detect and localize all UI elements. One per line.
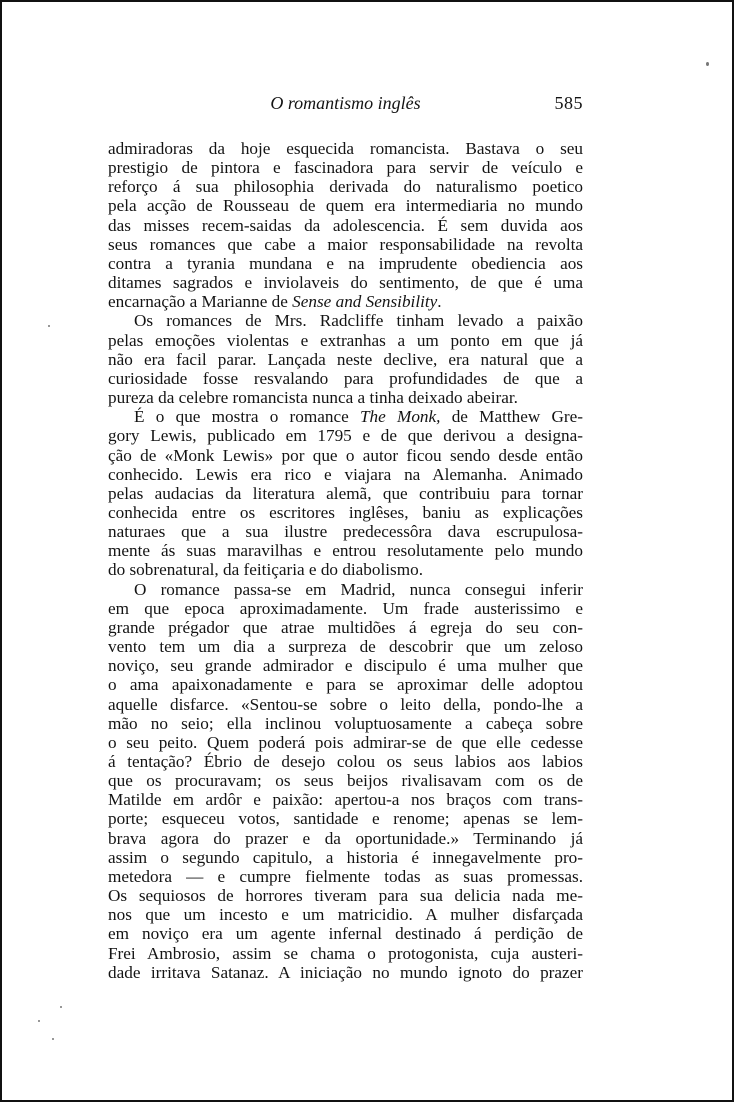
paper-speck — [48, 325, 50, 327]
text-line: pela acção de Rousseau de quem era intermediaria no mundo — [108, 196, 583, 216]
paper-speck — [38, 1020, 40, 1022]
text-line — [108, 407, 583, 426]
text-line: que os procuravam; os seus beijos rivalisavam com os de — [108, 771, 583, 791]
italic-title: Sense and Sensibility — [292, 292, 438, 312]
text-line: das misses recem-saidas da adolescencia. É sem duvida aos — [108, 215, 583, 235]
text-segment: . — [437, 292, 442, 312]
text-line: pureza da celebre romancista nunca a tinha deixado abeirar. — [108, 388, 518, 408]
text-line: prestigio de pintora e fascinadora para servir de veículo e — [108, 158, 583, 178]
text-line: brava agora do prazer e da oportunidade.» Terminando já — [108, 828, 583, 848]
text-line: gory Lewis, publicado em 1795 e de que derivou a designa- — [108, 426, 583, 446]
text-line: não era facil parar. Lançada neste declive, era natural que a — [108, 349, 583, 369]
italic-title: The Monk, — [359, 407, 441, 427]
paper-speck — [52, 1038, 54, 1040]
paper-speck — [706, 62, 709, 66]
text-line: o seu peito. Quem poderá pois admirar-se de que elle cedesse — [108, 732, 583, 752]
text-line: conhecido. Lewis era rico e viajara na Alemanha. Animado — [108, 464, 583, 484]
text-line: vento tem um dia a surpreza de descobrir que um zeloso — [108, 637, 583, 657]
text-body — [108, 139, 583, 982]
text-line: porte; esqueceu votos, santidade e renome; apenas se lem- — [108, 809, 583, 829]
text-line: aquelle disfarce. «Sentou-se sobre o leito della, pondo-lhe a — [108, 694, 583, 714]
text-line: Matilde em ardôr e paixão: apertou-a nos braços com trans- — [108, 790, 583, 810]
paper-speck — [60, 1006, 62, 1008]
text-line: pelas audacias da literatura alemã, que contribuiu para tornar — [108, 483, 583, 503]
text-line: contra a tyrania mundana e na imprudente obediencia aos — [108, 253, 583, 273]
text-line: mente ás suas maravilhas e entrou resolutamente pelo mundo — [108, 541, 583, 561]
text-line: curiosidade fosse resvalando para profundidades de que a — [108, 368, 583, 388]
text-line: grande prégador que atrae multidões á egreja do seu con- — [108, 617, 583, 637]
text-line: dade irritava Satanaz. A iniciação no mundo ignoto do prazer — [108, 962, 583, 982]
running-head — [108, 93, 583, 117]
text-line: nos que um incesto e um matricidio. A mulher disfarçada — [108, 905, 583, 925]
text-line: Os sequiosos de horrores tiveram para sua delicia nada me- — [108, 886, 583, 906]
text-line: Frei Ambrosio, assim se chama o protogonista, cuja austeri- — [108, 943, 583, 963]
text-line: ditames sagrados e inviolaveis do sentimento, de que é uma — [108, 273, 583, 293]
text-line: ção de «Monk Lewis» por que o autor ficou sendo desde então — [108, 445, 583, 465]
text-line: admiradoras da hoje esquecida romancista. Bastava o seu — [108, 139, 583, 158]
text-line: á tentação? Ébrio de desejo colou os seus labios aos labios — [108, 752, 583, 771]
text-line: o ama apaixonadamente e para se aproximar delle adoptou — [108, 675, 583, 695]
text-line: mão no seio; ella inclinou voluptuosamente a cabeça sobre — [108, 713, 583, 733]
text-line: metedora — e cumpre fielmente todas as suas promessas. — [108, 866, 583, 886]
text-line: em noviço era um agente infernal destinado á perdição de — [108, 924, 583, 944]
text-line: seus romances que cabe a maior responsabilidade na revolta — [108, 234, 583, 254]
text-segment: É o que mostra o romance — [134, 407, 360, 427]
text-line: O romance passa-se em Madrid, nunca consegui inferir — [134, 579, 583, 599]
text-segment: de Matthew Gre- — [440, 407, 583, 427]
text-line — [108, 292, 583, 311]
running-title: O romantismo inglês — [270, 93, 421, 113]
text-line: do sobrenatural, da feitiçaria e do diabolismo. — [108, 560, 423, 580]
text-segment: encarnação a Marianne de — [108, 292, 293, 312]
text-line: Os romances de Mrs. Radcliffe tinham levado a paixão — [134, 311, 583, 331]
text-line: noviço, seu grande admirador e discipulo é uma mulher que — [108, 656, 583, 676]
text-line: pelas emoções violentas e extranhas a um ponto em que já — [108, 330, 583, 350]
text-line: assim o segundo capitulo, a historia é innegavelmente pro- — [108, 847, 583, 867]
text-line: em que epoca aproximadamente. Um frade austerissimo e — [108, 598, 583, 618]
text-line: reforço á sua philosophia derivada do naturalismo poetico — [108, 177, 583, 197]
text-line: naturaes que a sua ilustre predecessôra dava escrupulosa- — [108, 522, 583, 542]
page-number: 585 — [554, 93, 583, 113]
text-line: conhecida entre os escritores inglêses, baniu as explicações — [108, 502, 583, 522]
